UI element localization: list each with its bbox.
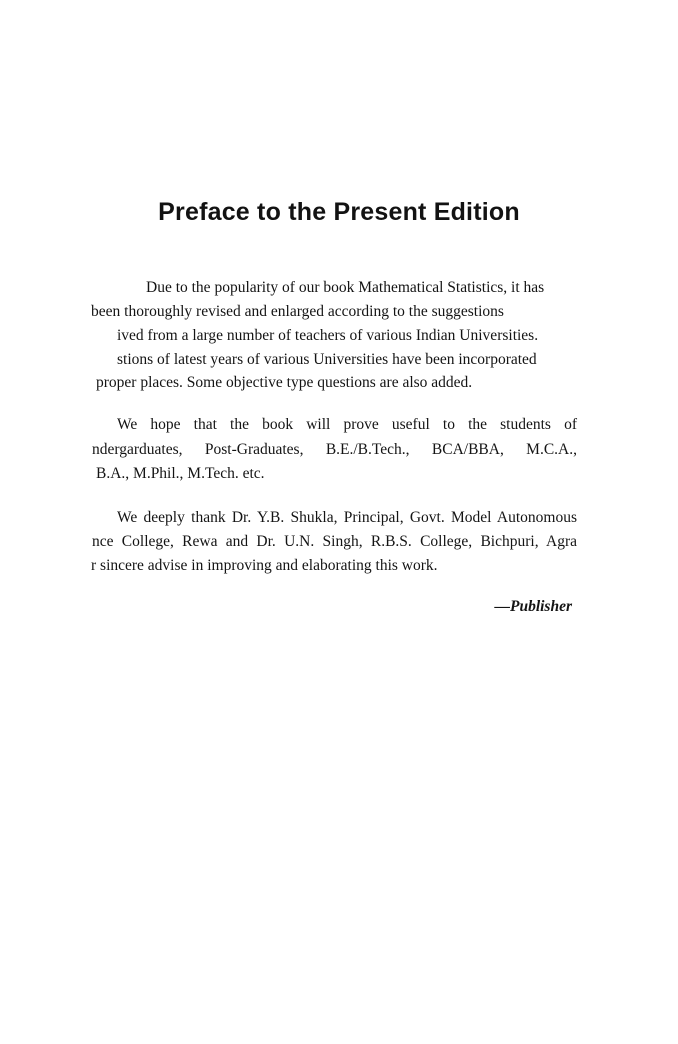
paragraph-1-line-3: ived from a large number of teachers of various Indian Universities. (117, 327, 539, 344)
paragraph-2-line-1: We hope that the book will prove useful to the students of (117, 416, 577, 433)
paragraph-3-line-1: We deeply thank Dr. Y.B. Shukla, Principal, Govt. Model Autonomous (117, 509, 577, 526)
paragraph-1-line-1: Due to the popularity of our book Mathematical Statistics, it has (146, 279, 545, 296)
paragraph-2-line-3: B.A., M.Phil., M.Tech. etc. (96, 465, 265, 482)
paragraph-1-line-4: stions of latest years of various Universities have been incorporated (117, 351, 537, 368)
preface-title: Preface to the Present Edition (158, 198, 520, 226)
publisher-signature: —Publisher (494, 598, 572, 615)
paragraph-3-line-3: r sincere advise in improving and elaborating this work. (91, 557, 438, 574)
paragraph-1-line-5: proper places. Some objective type questions are also added. (96, 374, 473, 391)
paragraph-3-line-2: nce College, Rewa and Dr. U.N. Singh, R.B.S. College, Bichpuri, Agra (92, 533, 577, 550)
paragraph-1-line-2: been thoroughly revised and enlarged according to the suggestions (91, 303, 504, 320)
paragraph-2-line-2: ndergarduates, Post-Graduates, B.E./B.Tech., BCA/BBA, M.C.A., (92, 441, 577, 458)
